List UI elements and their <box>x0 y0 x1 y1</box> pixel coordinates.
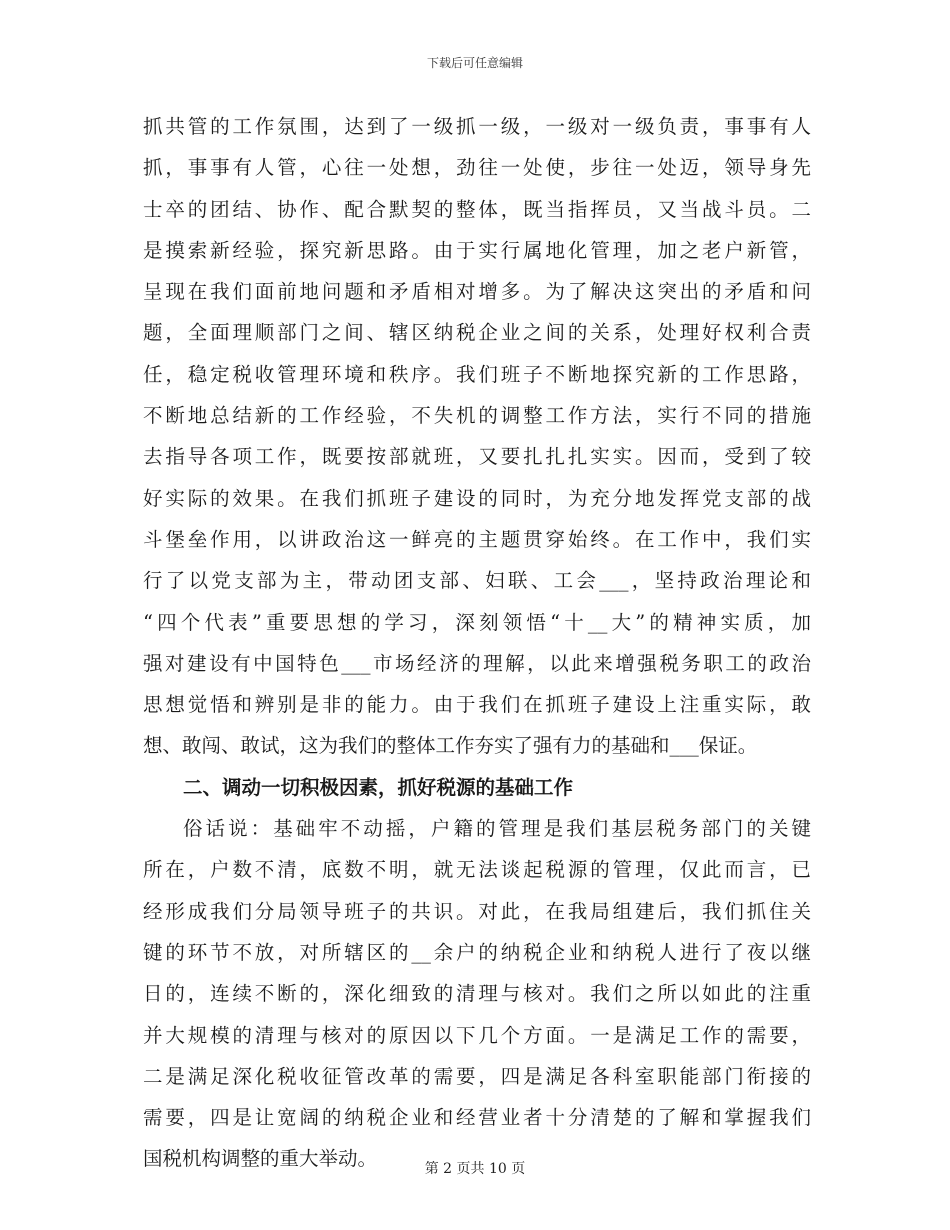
page-number: 第 2 页共 10 页 <box>424 1161 526 1177</box>
text-line: 俗话说：基础牢不动摇，户籍的管理是我们基层税务部门的关键 <box>183 817 811 841</box>
text-line: 题，全面理顺部门之间、辖区纳税企业之间的关系，处理好权利合责 <box>143 321 811 345</box>
text-line: 并大规模的清理与核对的原因以下几个方面。一是满足工作的需要， <box>143 1023 811 1047</box>
text-line: 日的，连续不断的，深化细致的清理与核对。我们之所以如此的注重 <box>143 982 811 1006</box>
text-line: 国税机构调整的重大举动。 <box>143 1147 378 1171</box>
text-line: 经形成我们分局领导班子的共识。对此，在我局组建后，我们抓住关 <box>143 899 811 923</box>
text-line: 去指导各项工作，既要按部就班，又要扎扎扎实实。因而，受到了较 <box>143 445 811 469</box>
section-heading: 二、调动一切积极因素，抓好税源的基础工作 <box>183 775 574 799</box>
page-header: 下载后可任意编辑 <box>426 56 523 70</box>
text-line: 好实际的效果。在我们抓班子建设的同时，为充分地发挥党支部的战 <box>143 486 811 510</box>
text-line: 任，稳定税收管理环境和秩序。我们班子不断地探究新的工作思路， <box>143 362 811 386</box>
text-line: “四个代表”重要思想的学习，深刻领悟“十__大”的精神实质，加 <box>143 610 811 634</box>
text-line: 抓共管的工作氛围，达到了一级抓一级，一级对一级负责，事事有人 <box>143 115 811 138</box>
text-line: 士卒的团结、协作、配合默契的整体，既当指挥员，又当战斗员。二 <box>143 197 811 221</box>
text-line: 斗堡垒作用，以讲政治这一鲜亮的主题贯穿始终。在工作中，我们实 <box>143 527 811 551</box>
text-line: 需要，四是让宽阔的纳税企业和经营业者十分清楚的了解和掌握我们 <box>143 1106 811 1130</box>
text-line: 行了以党支部为主，带动团支部、妇联、工会___，坚持政治理论和 <box>143 569 811 593</box>
text-line: 抓，事事有人管，心往一处想，劲往一处使，步往一处迈，领导身先 <box>143 156 811 180</box>
text-line: 二是满足深化税收征管改革的需要，四是满足各科室职能部门衔接的 <box>143 1064 811 1088</box>
text-line: 键的环节不放，对所辖区的__余户的纳税企业和纳税人进行了夜以继 <box>143 940 811 964</box>
text-line: 思想觉悟和辨别是非的能力。由于我们在抓班子建设上注重实际，敢 <box>143 693 811 717</box>
text-line: 想、敢闯、敢试，这为我们的整体工作夯实了强有力的基础和___保证。 <box>143 734 758 758</box>
text-line: 强对建设有中国特色___市场经济的理解，以此来增强税务职工的政治 <box>143 651 811 675</box>
text-line: 呈现在我们面前地问题和矛盾相对增多。为了解决这突出的矛盾和问 <box>143 280 811 304</box>
text-line: 不断地总结新的工作经验，不失机的调整工作方法，实行不同的措施 <box>143 404 811 428</box>
document-body <box>143 106 811 1180</box>
text-line: 是摸索新经验，探究新思路。由于实行属地化管理，加之老户新管， <box>143 238 811 262</box>
text-line: 所在，户数不清，底数不明，就无法谈起税源的管理，仅此而言，已 <box>143 858 811 882</box>
